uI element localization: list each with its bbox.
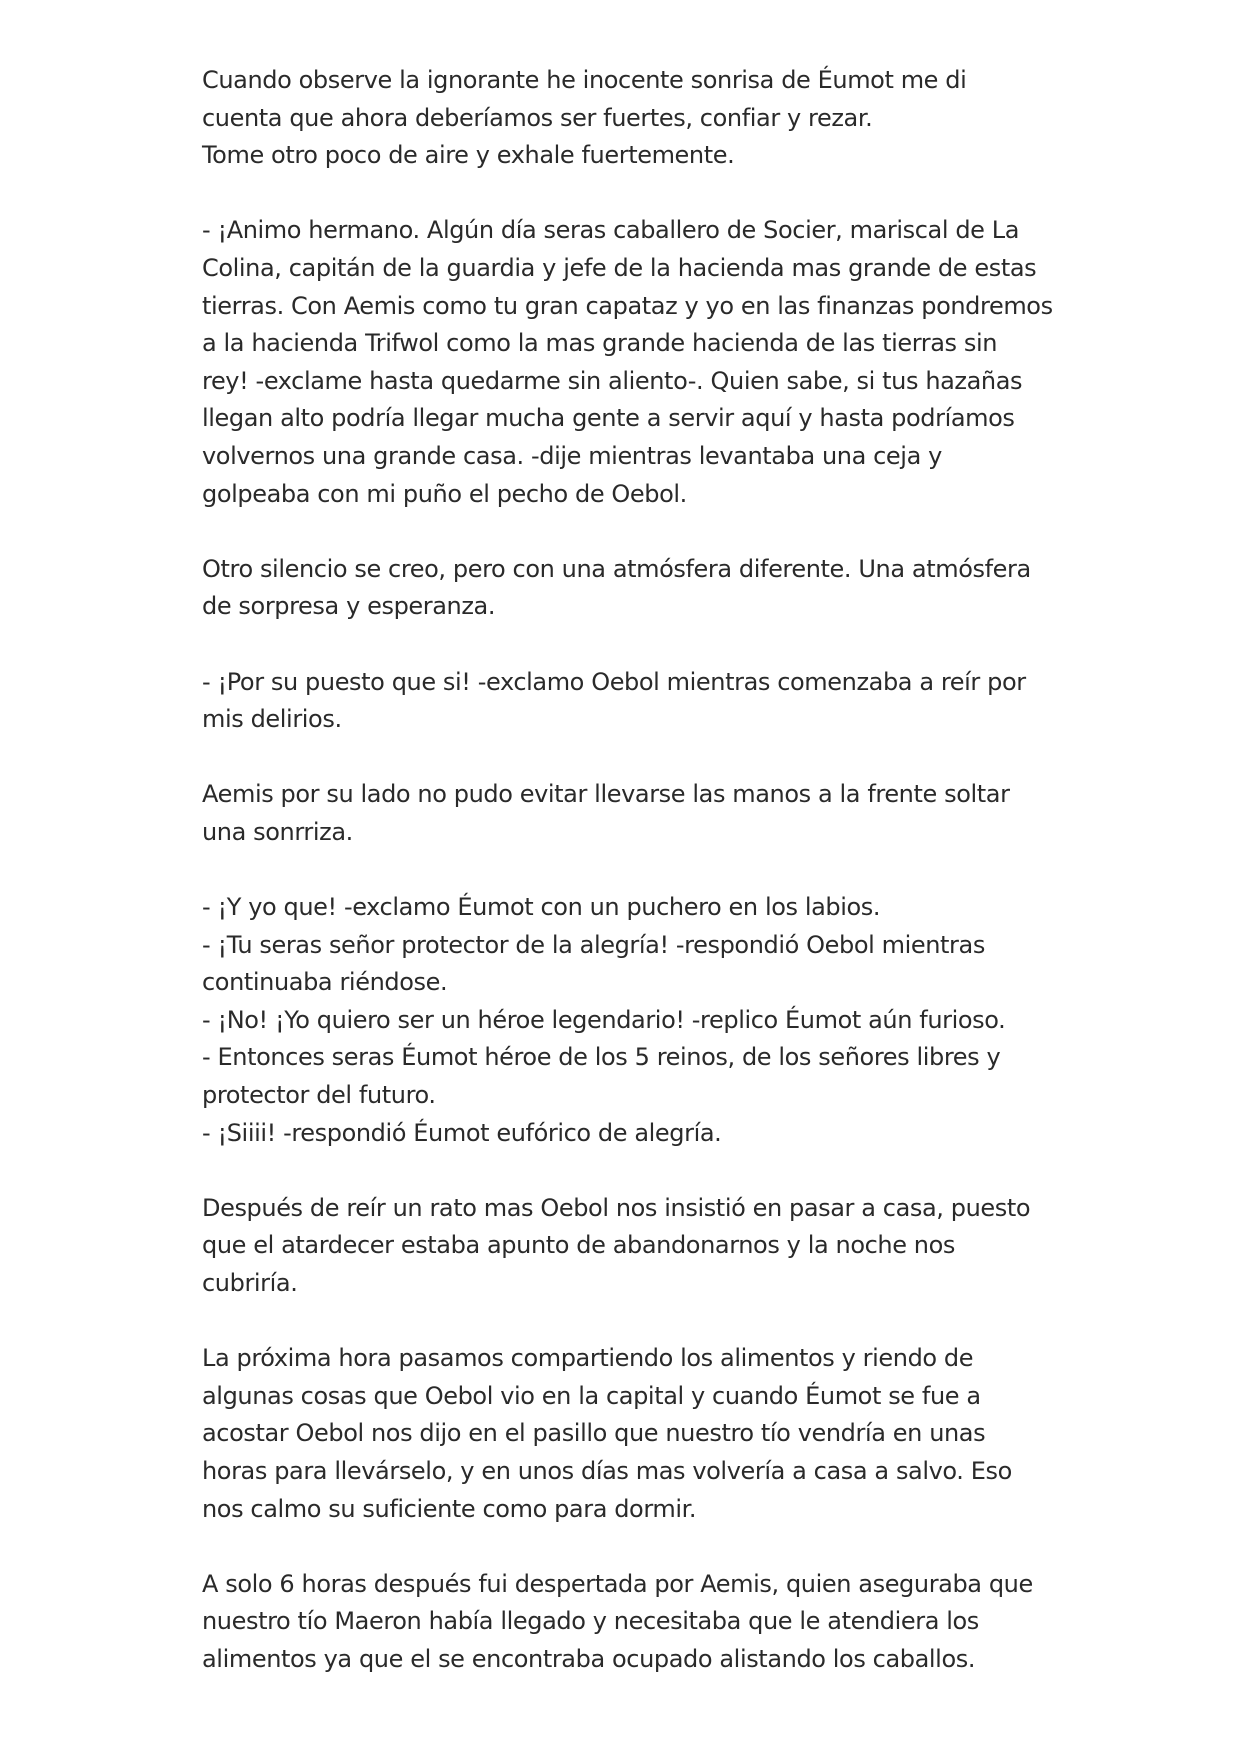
text-line: Otro silencio se creo, pero con una atmósfera diferente. Una atmósfera: [202, 554, 1031, 583]
text-line: cubriría.: [202, 1269, 298, 1297]
text-line: A solo 6 horas después fui despertada por Aemis, quien aseguraba que: [202, 1569, 1033, 1598]
paragraph: [202, 1566, 1062, 1679]
text-line: - Entonces seras Éumot héroe de los 5 reinos, de los señores libres y: [202, 1043, 1001, 1072]
text-line: Cuando observe la ignorante he inocente sonrisa de Éumot me di: [202, 66, 967, 94]
text-line: - ¡Por su puesto que si! -exclamo Oebol mientras comenzaba a reír por: [202, 667, 1026, 696]
text-line: Tome otro poco de aire y exhale fuertemente.: [202, 141, 735, 170]
text-line: La próxima hora pasamos compartiendo los alimentos y riendo de: [202, 1344, 974, 1373]
text-line: nos calmo su suficiente como para dormir.: [202, 1494, 697, 1523]
text-line: algunas cosas que Oebol vio en la capital y cuando Éumot se fue a: [202, 1381, 981, 1410]
text-line: continuaba riéndose.: [202, 968, 448, 997]
text-line: - ¡No! ¡Yo quiero ser un héroe legendario! -replico Éumot aún furioso.: [202, 1005, 1006, 1034]
text-line: mis delirios.: [202, 705, 342, 734]
text-line: - ¡Tu seras señor protector de la alegría! -respondió Oebol mientras: [202, 930, 985, 959]
text-line: - ¡Y yo que! -exclamo Éumot con un puchero en los labios.: [202, 893, 881, 922]
text-line: una sonrriza.: [202, 817, 353, 846]
text-line: Después de reír un rato mas Oebol nos insistió en pasar a casa, puesto: [202, 1193, 1031, 1222]
paragraph: [202, 1190, 1062, 1303]
text-line: - ¡Animo hermano. Algún día seras caballero de Socier, mariscal de La: [202, 216, 1020, 245]
text-line: a la hacienda Trifwol como la mas grande hacienda de las tierras sin: [202, 329, 998, 358]
paragraph: [202, 551, 1062, 626]
text-line: llegan alto podría llegar mucha gente a servir aquí y hasta podríamos: [202, 404, 1015, 433]
text-line: cuenta que ahora deberíamos ser fuertes, confiar y rezar.: [202, 103, 873, 132]
paragraph: [202, 776, 1062, 851]
text-line: rey! -exclame hasta quedarme sin aliento-. Quien sabe, si tus hazañas: [202, 366, 1023, 395]
text-line: acostar Oebol nos dijo en el pasillo que nuestro tío vendría en unas: [202, 1419, 986, 1448]
text-line: Aemis por su lado no pudo evitar llevarse las manos a la frente soltar: [202, 780, 1010, 809]
text-line: - ¡Siiii! -respondió Éumot eufórico de alegría.: [202, 1118, 722, 1147]
text-line: horas para llevárselo, y en unos días mas volvería a casa a salvo. Eso: [202, 1456, 1012, 1485]
text-line: nuestro tío Maeron había llegado y necesitaba que le atendiera los: [202, 1607, 979, 1636]
text-line: de sorpresa y esperanza.: [202, 592, 496, 621]
text-line: alimentos ya que el se encontraba ocupado alistando los caballos.: [202, 1644, 976, 1673]
text-line: que el atardecer estaba apunto de abandonarnos y la noche nos: [202, 1231, 955, 1260]
paragraph: [202, 664, 1062, 739]
paragraph: [202, 1340, 1062, 1528]
text-line: protector del futuro.: [202, 1081, 436, 1110]
text-line: volvernos una grande casa. -dije mientras levantaba una ceja y: [202, 441, 942, 470]
paragraph: [202, 62, 1062, 175]
paragraph: [202, 889, 1062, 1152]
document-page: [202, 62, 1062, 1679]
paragraph: [202, 212, 1062, 513]
text-line: Colina, capitán de la guardia y jefe de la hacienda mas grande de estas: [202, 253, 1037, 282]
text-line: golpeaba con mi puño el pecho de Oebol.: [202, 479, 687, 508]
text-line: tierras. Con Aemis como tu gran capataz y yo en las finanzas pondremos: [202, 291, 1053, 320]
